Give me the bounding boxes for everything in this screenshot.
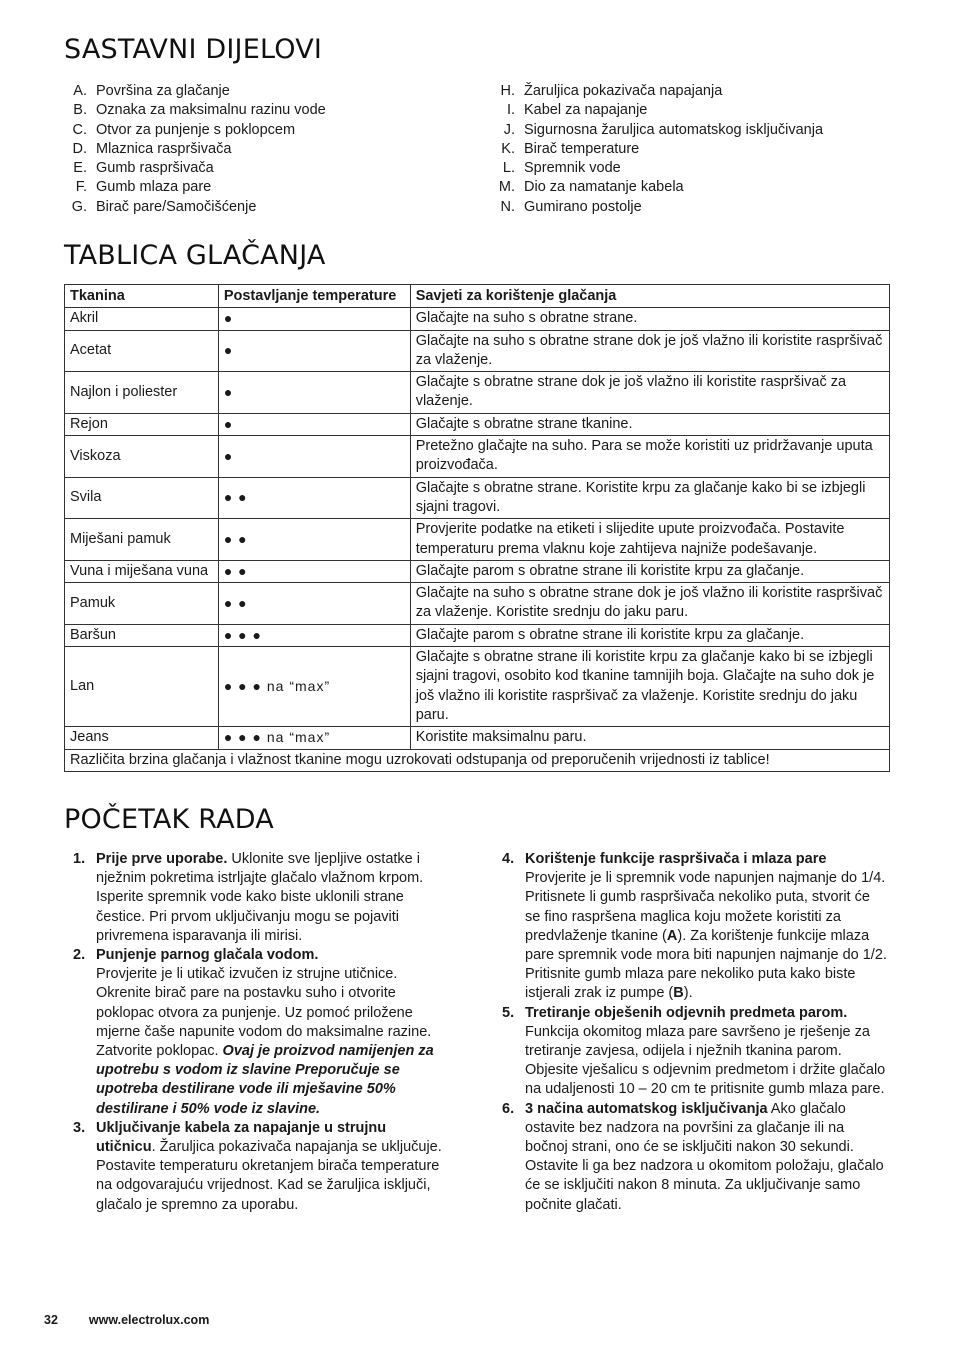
table-row: Svila ● ● Glačajte s obratne strane. Koristite krpu za glačanje kako bi se izbjegli sjajni tragovi. bbox=[65, 477, 890, 519]
heading-parts: SASTAVNI DIJELOVI bbox=[64, 34, 323, 65]
footer-url: www.electrolux.com bbox=[88, 1313, 210, 1327]
heading-ironing-table: TABLICA GLAČANJA bbox=[64, 240, 326, 271]
list-item: H. Žaruljica pokazivača napajanja bbox=[500, 83, 723, 99]
table-row: Pamuk ● ● Glačajte na suho s obratne strane dok je još vlažno ili koristite raspršivač za vlaženje. Koristite srednju do jaku paru. bbox=[65, 583, 890, 625]
table-note-row bbox=[65, 749, 890, 771]
list-item: J. Sigurnosna žaruljica automatskog isključivanja bbox=[503, 121, 824, 138]
table-row: Lan ● ● ● na “max” Glačajte s obratne strane ili koristite krpu za glačanje kako bi se izbjegli sjajni tragovi, osobito kod tkanine tamnijih boja. Glačajte na suho dok je još vlažno ili koristite raspršivač za vlaženje. Koristite srednju do jaku paru. bbox=[65, 647, 890, 727]
page-footer bbox=[44, 1313, 209, 1327]
table-row: Rejon ● Glačajte s obratne strane tkanine. bbox=[65, 413, 890, 435]
step-6: 6. 3 načina automatskog isključivanja Ako glačalo ostavite bez nadzora na površini za glačanje ili na bočnoj strani, ono će se isključiti nakon 30 sekundi. Ostavite li ga bez nadzora u okomitom položaju, glačalo će se isključiti nakon 8 minuta. Za uključivanje samo počnite glačati. bbox=[502, 1100, 884, 1213]
page-number: 32 bbox=[44, 1313, 58, 1327]
list-item: G. Birač pare/Samočišćenje bbox=[71, 198, 257, 215]
ironing-table bbox=[64, 284, 890, 772]
list-item: C. Otvor za punjenje s poklopcem bbox=[72, 121, 296, 138]
step-title: Tretiranje obješenih odjevnih predmeta parom. bbox=[525, 1004, 848, 1021]
table-header-row bbox=[65, 285, 890, 308]
table-row: Najlon i poliester ● Glačajte s obratne strane dok je još vlažno ili koristite raspršivač za vlaženje. bbox=[65, 372, 890, 414]
step-1: 1. Prije prve uporabe. Uklonite sve ljepljive ostatke i nježnim pokretima istrljajte glačalo vlažnom krpom. Isperite spremnik vode kako biste uklonili strane čestice. Pri prvom uključivanju mogu se pojaviti privremena isparavanja ili mirisi. bbox=[73, 851, 424, 944]
list-item: L. Spremnik vode bbox=[502, 160, 621, 177]
step-4: 4. Korištenje funkcije raspršivača i mlaza pare Provjerite je li spremnik vode napunjen najmanje do 1/4. Pritisnete li gumb raspršivača nekoliko puta, stvorit će se fino raspršena maglica koju možete koristiti za predvlaženje tkanine (A). Za korištenje funkcije mlaza pare spremnik vode mora biti napunjen najmanje do 1/2. Pritisnite gumb mlaza pare nekoliko puta kako biste istjerali zrak iz pumpe (B). bbox=[502, 851, 887, 1002]
column-header-fabric: Tkanina bbox=[65, 285, 219, 308]
list-item: I. Kabel za napajanje bbox=[506, 102, 648, 119]
table-note: Različita brzina glačanja i vlažnost tkanine mogu uzrokovati odstupanja od preporučenih vrijednosti iz tablice! bbox=[65, 749, 890, 771]
step-title: Prije prve uporabe. bbox=[96, 851, 228, 867]
list-item: F. Gumb mlaza pare bbox=[75, 179, 212, 196]
step-2: 2. Punjenje parnog glačala vodom. Provjerite je li utikač izvučen iz strujne utičnice. Okrenite birač pare na postavku suho i otvorite poklopac otvora za punjenje. Uz pomoć priložene mjerne čaše napunite vodom do maksimalne razine. Zatvorite poklopac. Ovaj je proizvod namijenjen za upotrebu s vodom iz slavine Preporučuje se upotreba destilirane vode ili mješavine 50% destilirane i 50% vode iz slavine. bbox=[73, 947, 434, 1117]
column-header-temperature: Postavljanje temperature bbox=[218, 285, 410, 308]
step-warning: Ovaj je proizvod namijenjen za upotrebu s vodom iz slavine Preporučuje se upotreba destilirane vode ili mješavine 50% destilirane i 50% vode iz slavine. bbox=[96, 1043, 434, 1117]
step-title: Punjenje parnog glačala vodom. bbox=[96, 947, 319, 964]
list-item: E. Gumb raspršivača bbox=[73, 160, 214, 177]
list-item: N. Gumirano postolje bbox=[500, 198, 642, 215]
step-title: 3 načina automatskog isključivanja bbox=[525, 1100, 768, 1117]
step-5: 5. Tretiranje obješenih odjevnih predmeta parom. Funkcija okomitog mlaza pare savršeno je rješenje za tretiranje zavjesa, odijela i nježnih tkanina parom. Objesite vješalicu s odjevnim predmetom i držite glačalo na udaljenosti 10 – 20 cm te pritisnite gumb mlaza pare. bbox=[502, 1004, 886, 1098]
table-row: Acetat ● Glačajte na suho s obratne strane dok je još vlažno ili koristite raspršivač za vlaženje. bbox=[65, 330, 890, 372]
table-row: Vuna i miješana vuna ● ● Glačajte parom s obratne strane ili koristite krpu za glačanje. bbox=[65, 560, 890, 582]
table-row: Akril ● Glačajte na suho s obratne strane. bbox=[65, 308, 890, 330]
heading-getting-started: POČETAK RADA bbox=[64, 804, 274, 835]
step-title: Korištenje funkcije raspršivača i mlaza pare bbox=[525, 851, 827, 867]
list-item: B. Oznaka za maksimalnu razinu vode bbox=[73, 102, 326, 119]
list-item: D. Mlaznica raspršivača bbox=[72, 140, 232, 157]
parts-list-right bbox=[492, 82, 823, 217]
list-item: A. Površina za glačanje bbox=[73, 83, 230, 99]
list-item: K. Birač temperature bbox=[501, 140, 640, 157]
list-item: M. Dio za namatanje kabela bbox=[498, 179, 684, 196]
table-row: Baršun ● ● ● Glačajte parom s obratne strane ili koristite krpu za glačanje. bbox=[65, 624, 890, 646]
steps-column-right bbox=[493, 850, 888, 1215]
parts-list-left bbox=[64, 82, 326, 217]
table-row: Viskoza ● Pretežno glačajte na suho. Para se može koristiti uz pridržavanje uputa proizvođača. bbox=[65, 436, 890, 478]
table-row: Miješani pamuk ● ● Provjerite podatke na etiketi i slijedite upute proizvođača. Postavite temperaturu prema vlaknu koje zahtijeva najniže podešavanje. bbox=[65, 519, 890, 561]
step-3: 3. Uključivanje kabela za napajanje u strujnu utičnicu. Žaruljica pokazivača napajanja se uključuje. Postavite temperaturu okretanjem birača temperature na odgovarajuću vrijednost. Kad se žaruljica isključi, glačalo je spremno za uporabu. bbox=[73, 1119, 442, 1213]
table-row: Jeans ● ● ● na “max” Koristite maksimalnu paru. bbox=[65, 727, 890, 749]
column-header-tips: Savjeti za korištenje glačanja bbox=[410, 285, 889, 308]
step-title: Uključivanje kabela za napajanje u strujnu utičnicu bbox=[96, 1119, 387, 1156]
steps-column-left bbox=[64, 850, 448, 1215]
